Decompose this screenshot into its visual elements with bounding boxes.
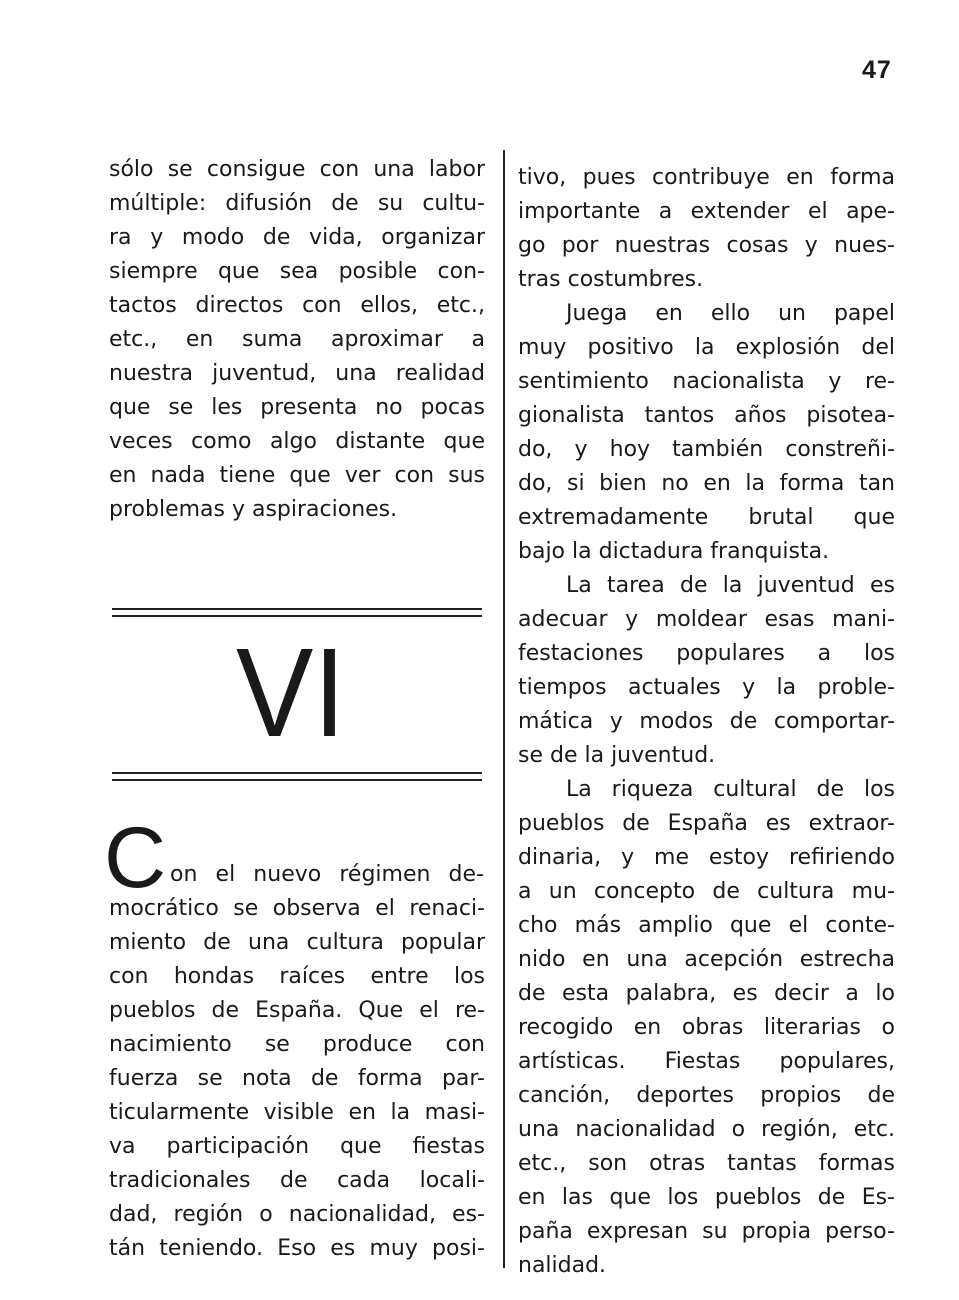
text-line: se de la juventud. <box>518 743 716 768</box>
text-line: problemas y aspiraciones. <box>109 497 398 522</box>
text-line: paña expresan su propia perso- <box>518 1219 895 1244</box>
text-line: do, si bien no en la forma tan <box>518 471 895 496</box>
text-line: mocrático se observa el renaci- <box>109 896 485 921</box>
text-line: tán teniendo. Eso es muy posi- <box>109 1236 485 1261</box>
text-line: con hondas raíces entre los <box>109 964 485 989</box>
left-column-top-text <box>109 153 485 527</box>
text-line: etc., en suma aproximar a <box>109 327 485 352</box>
drop-cap: C <box>104 810 167 906</box>
text-line: canción, deportes propios de <box>518 1083 895 1108</box>
text-line: sólo se consigue con una labor <box>109 157 485 182</box>
text-line: nuestra juventud, una realidad <box>109 361 485 386</box>
text-line: en las que los pueblos de Es- <box>518 1185 895 1210</box>
text-line: a un concepto de cultura mu- <box>518 879 895 904</box>
text-line: La tarea de la juventud es <box>566 573 895 598</box>
chapter-rule-top <box>112 608 482 617</box>
text-line: La riqueza cultural de los <box>566 777 895 802</box>
text-line: bajo la dictadura franquista. <box>518 539 830 564</box>
text-line: cho más amplio que el conte- <box>518 913 895 938</box>
text-line: artísticas. Fiestas populares, <box>518 1049 895 1074</box>
text-line: etc., son otras tantas formas <box>518 1151 895 1176</box>
text-line: múltiple: difusión de su cultu- <box>109 191 485 216</box>
chapter-numeral: VI <box>236 622 346 763</box>
text-line: en nada tiene que ver con sus <box>109 463 485 488</box>
right-column-text <box>518 161 895 1283</box>
text-line: festaciones populares a los <box>518 641 895 666</box>
text-line: fuerza se nota de forma par- <box>109 1066 485 1091</box>
text-line: que se les presenta no pocas <box>109 395 485 420</box>
text-line: dinaria, y me estoy refiriendo <box>518 845 895 870</box>
text-line: nacimiento se produce con <box>109 1032 485 1057</box>
text-line: tradicionales de cada locali- <box>109 1168 485 1193</box>
text-line: importante a extender el ape- <box>518 199 895 224</box>
text-line: va participación que fiestas <box>109 1134 485 1159</box>
text-line: tras costumbres. <box>518 267 704 292</box>
text-line: gionalista tantos años pisotea- <box>518 403 895 428</box>
text-line: go por nuestras cosas y nues- <box>518 233 895 258</box>
text-line: ticularmente visible en la masi- <box>109 1100 485 1125</box>
text-line: on el nuevo régimen de- <box>170 862 484 887</box>
text-line: extremadamente brutal que <box>518 505 895 530</box>
chapter-rule-bottom <box>112 772 482 781</box>
text-line: nalidad. <box>518 1253 607 1278</box>
text-line: nido en una acepción estrecha <box>518 947 895 972</box>
column-divider <box>503 150 505 1268</box>
text-line: tivo, pues contribuye en forma <box>518 165 895 190</box>
chapter-body-text <box>109 892 485 1266</box>
text-line: ra y modo de vida, organizar <box>109 225 485 250</box>
text-line: miento de una cultura popular <box>109 930 485 955</box>
page-number: 47 <box>862 56 892 84</box>
chapter-first-line <box>170 858 484 892</box>
text-line: veces como algo distante que <box>109 429 485 454</box>
text-line: mática y modos de comportar- <box>518 709 895 734</box>
text-line: pueblos de España es extraor- <box>518 811 895 836</box>
text-line: Juega en ello un papel <box>566 301 895 326</box>
text-line: siempre que sea posible con- <box>109 259 485 284</box>
text-line: tiempos actuales y la proble- <box>518 675 895 700</box>
text-line: muy positivo la explosión del <box>518 335 895 360</box>
text-line: una nacionalidad o región, etc. <box>518 1117 895 1142</box>
text-line: sentimiento nacionalista y re- <box>518 369 895 394</box>
text-line: recogido en obras literarias o <box>518 1015 895 1040</box>
text-line: pueblos de España. Que el re- <box>109 998 485 1023</box>
text-line: tactos directos con ellos, etc., <box>109 293 485 318</box>
text-line: dad, región o nacionalidad, es- <box>109 1202 485 1227</box>
text-line: adecuar y moldear esas mani- <box>518 607 895 632</box>
text-line: do, y hoy también constreñi- <box>518 437 895 462</box>
text-line: de esta palabra, es decir a lo <box>518 981 895 1006</box>
